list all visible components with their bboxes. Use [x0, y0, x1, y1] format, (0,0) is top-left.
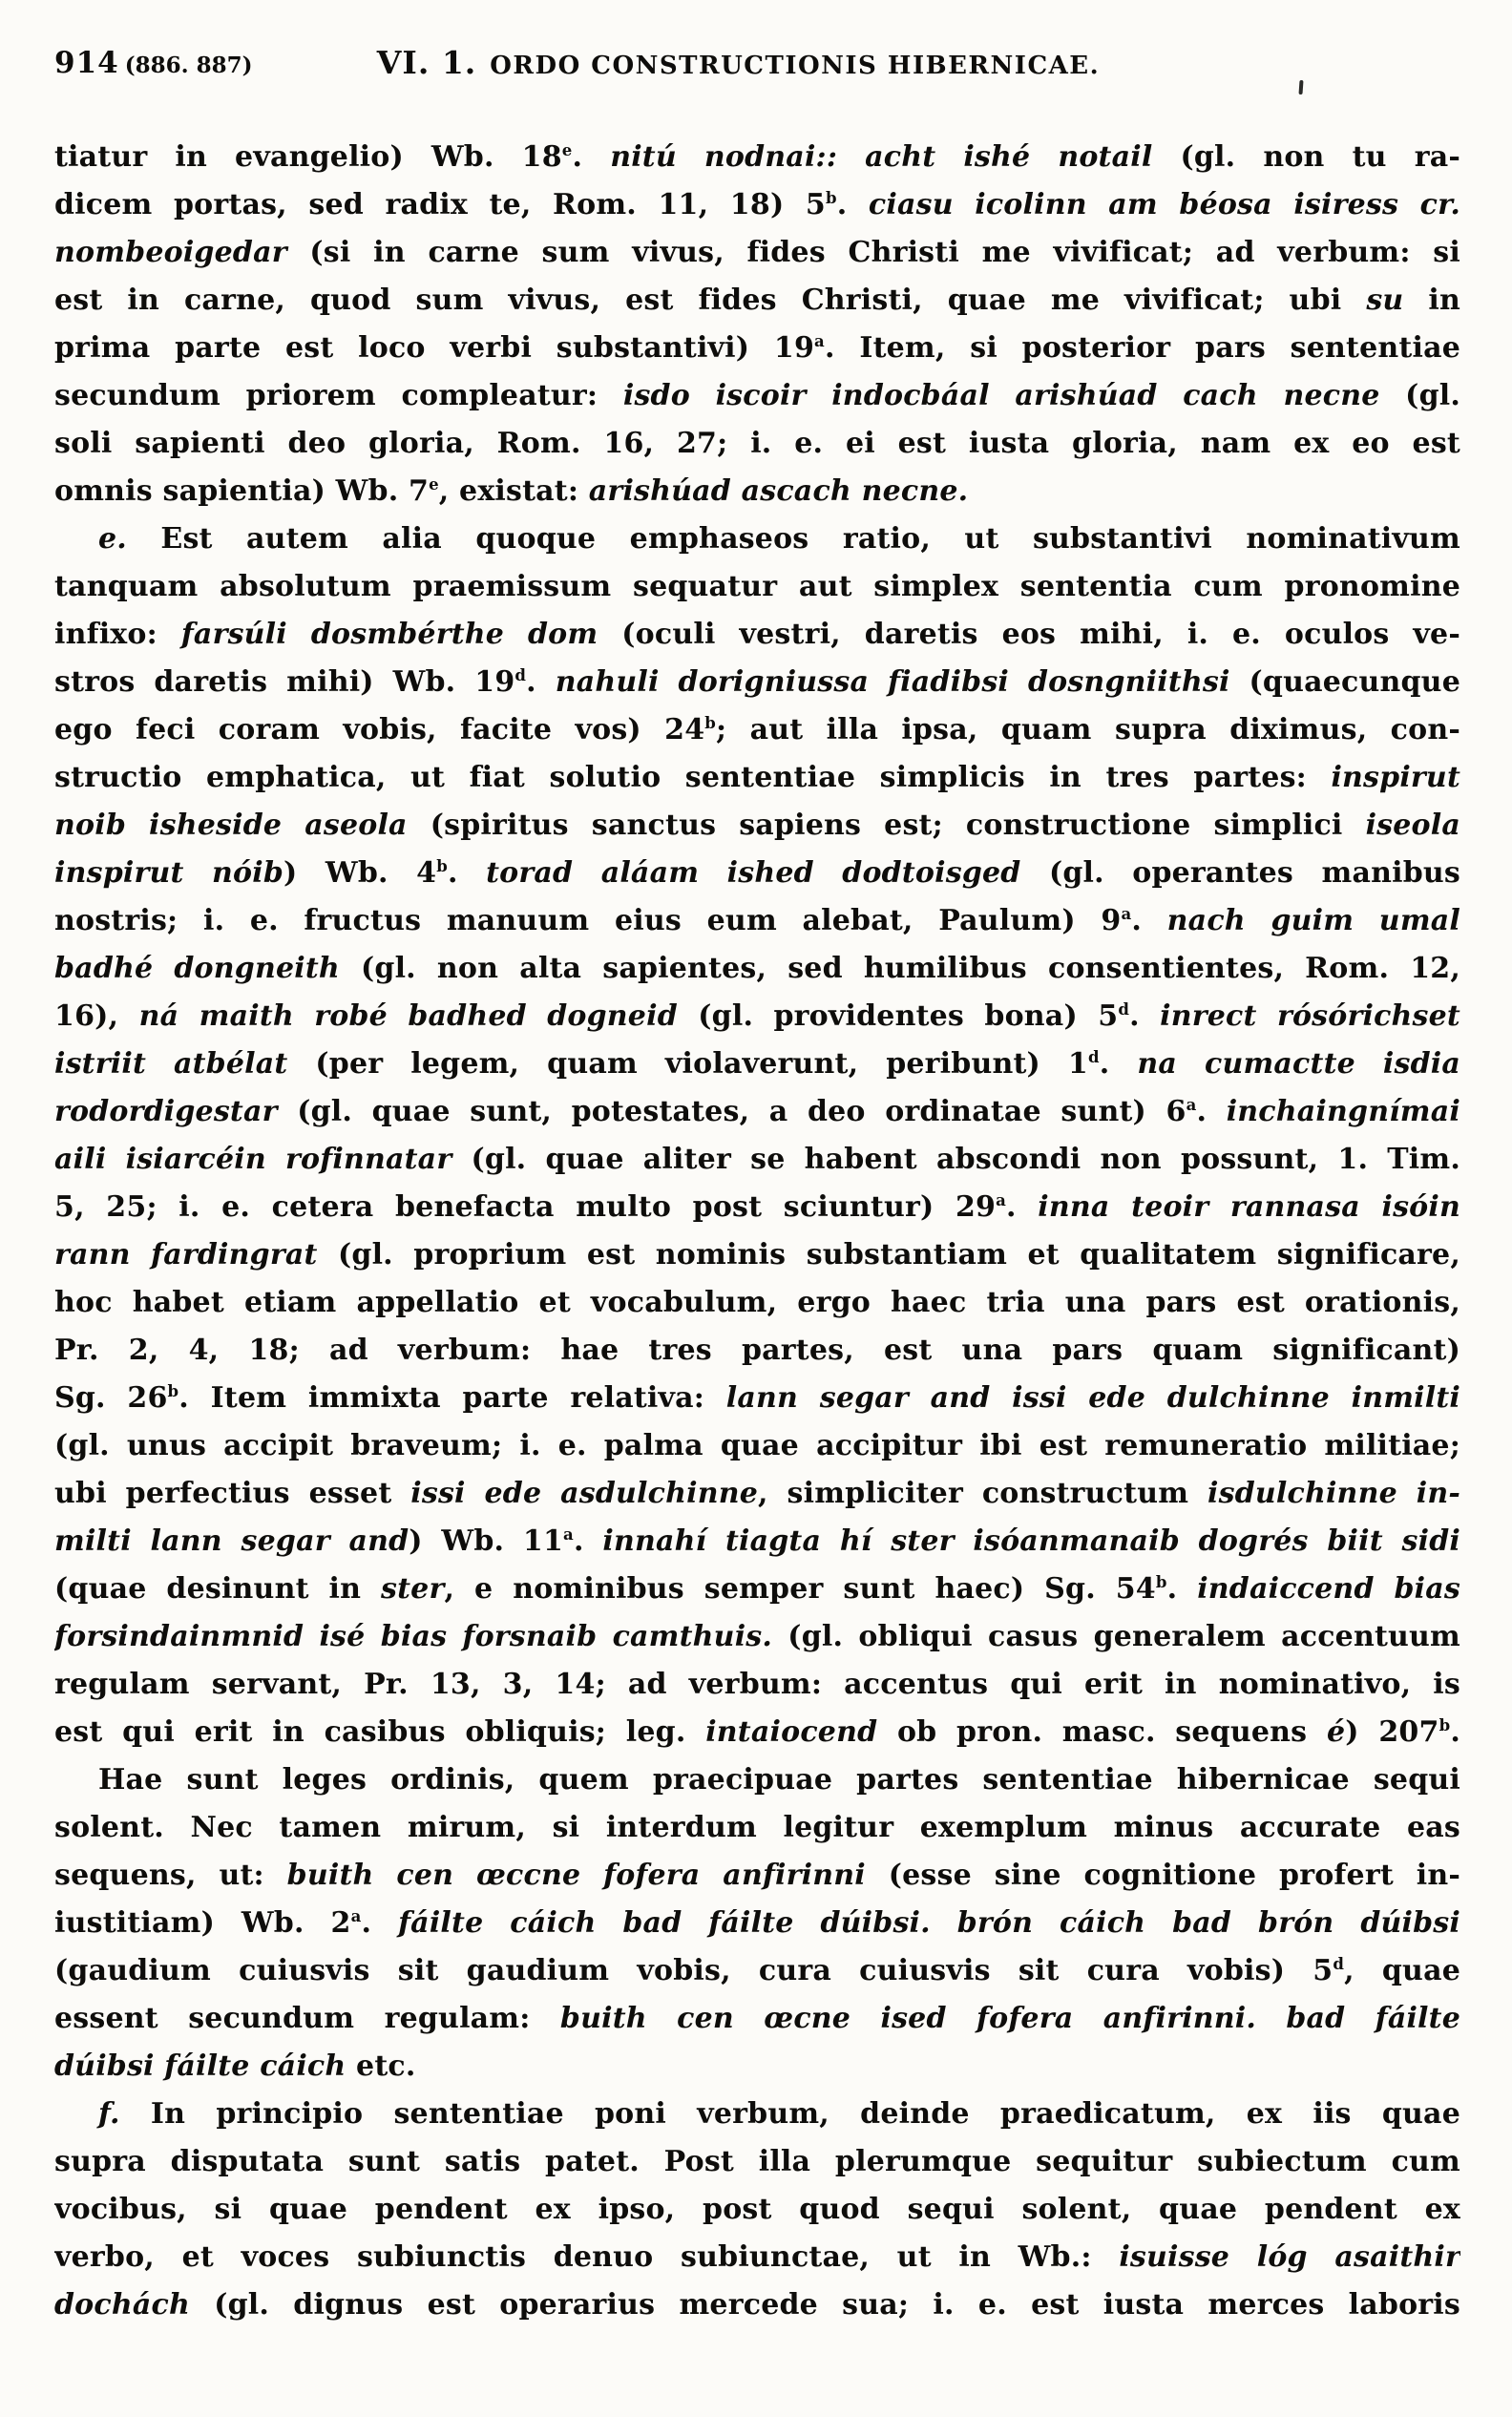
text-line: [54, 2234, 1460, 2281]
text-segment: 16),: [54, 999, 139, 1033]
irish-phrase: rann fardingrat: [54, 1238, 318, 1272]
text-line: [54, 515, 1460, 563]
text-segment: (gl. non tu ra-: [1152, 140, 1460, 174]
text-line: [54, 2281, 1460, 2329]
text-line: [54, 134, 1460, 181]
text-segment: (quae desinunt in: [54, 1572, 382, 1606]
citation-superscript: e: [429, 475, 439, 494]
irish-phrase: buith cen œcne ised fofera anfirinni. bad fáilte: [559, 2002, 1460, 2035]
citation-superscript: b: [704, 714, 717, 732]
text-segment: .: [1450, 1715, 1460, 1749]
citation-superscript: b: [1438, 1716, 1451, 1734]
citation-superscript: b: [167, 1382, 179, 1400]
text-segment: .: [836, 188, 869, 221]
irish-phrase: dochách: [54, 2288, 190, 2322]
text-line: [54, 802, 1460, 850]
text-segment: tanquam absolutum praemissum sequatur aut simplex sententia cum pronomine: [54, 570, 1460, 603]
irish-phrase: isdo iscoir indocbáal arishúad cach necne: [622, 379, 1380, 412]
irish-phrase: milti lann segar and: [54, 1524, 410, 1558]
text-line: [54, 277, 1460, 325]
text-segment: nostris; i. e. fructus manuum eius eum alebat, Paulum) 9: [54, 904, 1122, 937]
text-segment: , simpliciter constructum: [758, 1477, 1208, 1510]
text-line: [54, 229, 1460, 277]
citation-superscript: d: [1333, 1955, 1345, 1973]
text-segment: , existat:: [438, 474, 589, 508]
text-segment: .: [1131, 904, 1167, 937]
page-header: [54, 44, 1460, 92]
irish-phrase: su: [1366, 284, 1404, 317]
text-segment: ) Wb. 11: [409, 1524, 564, 1558]
text-segment: (gaudium cuiusvis sit gaudium vobis, cura cuiusvis sit cura vobis) 5: [54, 1954, 1334, 1987]
irish-phrase: noib isheside aseola: [54, 809, 408, 842]
text-segment: ubi perfectius esset: [54, 1477, 411, 1510]
text-segment: .: [1099, 1047, 1138, 1081]
text-line: [54, 420, 1460, 468]
text-line: [54, 945, 1460, 993]
citation-superscript: e: [561, 141, 573, 159]
text-segment: ob pron. masc. sequens: [877, 1715, 1327, 1749]
irish-phrase: ster: [381, 1572, 445, 1606]
text-line: [54, 1566, 1460, 1613]
citation-superscript: b: [1155, 1573, 1167, 1591]
citation-superscript: d: [514, 666, 527, 684]
irish-phrase: lann segar and issi ede dulchinne inmilti: [725, 1381, 1460, 1415]
irish-phrase: innahí tiagta hí ster isóanmanaib dogrés biit sidi: [602, 1524, 1460, 1558]
text-segment: (gl.: [1379, 379, 1460, 412]
irish-phrase: iseola: [1365, 809, 1460, 842]
text-segment: (gl. proprium est nominis substantiam et qualitatem significare,: [317, 1238, 1460, 1272]
text-segment: ) Wb. 4: [284, 856, 437, 890]
text-line: [54, 659, 1460, 706]
text-segment: solent. Nec tamen mirum, si interdum legitur exemplum minus accurate eas: [54, 1811, 1460, 1844]
citation-superscript: d: [1087, 1048, 1100, 1066]
text-segment: iustitiam) Wb. 2: [54, 1906, 351, 1940]
text-segment: In principio sententiae poni verbum, deinde praedicatum, ex iis quae: [119, 2097, 1460, 2131]
irish-phrase: issi ede asdulchinne: [410, 1477, 759, 1510]
text-line: [54, 2138, 1460, 2186]
text-line: [54, 1852, 1460, 1900]
text-segment: .: [1129, 999, 1161, 1033]
irish-phrase: inchaingnímai: [1226, 1095, 1460, 1128]
text-segment: .: [1196, 1095, 1227, 1128]
text-segment: hoc habet etiam appellatio et vocabulum, ergo haec tria una pars est orationis,: [54, 1286, 1460, 1319]
text-segment: Hae sunt leges ordinis, quem praecipuae partes sententiae hibernicae sequi: [98, 1763, 1460, 1797]
text-segment: (oculi vestri, daretis eos mihi, i. e. oculos ve-: [598, 618, 1460, 651]
text-segment: .: [572, 140, 611, 174]
page-number: 914: [54, 46, 119, 80]
text-segment: infixo:: [54, 618, 181, 651]
text-segment: ego feci coram vobis, facite vos) 24: [54, 713, 705, 746]
irish-phrase: ná maith robé badhed dogneid: [138, 999, 678, 1033]
text-line: [54, 2186, 1460, 2234]
text-line: [54, 1327, 1460, 1375]
text-segment: .: [447, 856, 487, 890]
citation-superscript: a: [350, 1907, 362, 1925]
citation-superscript: a: [1121, 905, 1132, 923]
irish-phrase: istriit atbélat: [54, 1047, 288, 1081]
text-segment: secundum priorem compleatur:: [54, 379, 623, 412]
irish-phrase: nach guim umal: [1166, 904, 1460, 937]
text-segment: (gl. dignus est operarius mercede sua; i. e. est iusta merces laboris: [189, 2288, 1460, 2322]
text-segment: est qui erit in casibus obliquis; leg.: [54, 1715, 706, 1749]
text-segment: (gl. providentes bona) 5: [677, 999, 1119, 1033]
irish-phrase: intaiocend: [705, 1715, 878, 1749]
citation-superscript: d: [1118, 1000, 1130, 1019]
text-segment: ) 207: [1345, 1715, 1439, 1749]
irish-phrase: ciasu icolinn am béosa isiress cr.: [868, 188, 1460, 221]
text-line: [54, 706, 1460, 754]
text-segment: est in carne, quod sum vivus, est fides Christi, quae me vivificat; ubi: [54, 284, 1367, 317]
text-segment: (gl. quae aliter se habent abscondi non possunt, 1. Tim.: [452, 1143, 1460, 1176]
text-block: [54, 134, 1460, 2329]
citation-superscript: b: [436, 857, 448, 875]
running-title: [54, 44, 1422, 81]
text-segment: , e nominibus semper sunt haec) Sg. 54: [444, 1572, 1156, 1606]
citation-superscript: a: [996, 1191, 1007, 1209]
irish-phrase: é: [1326, 1715, 1346, 1749]
text-line: [54, 1470, 1460, 1518]
text-line: [54, 1279, 1460, 1327]
text-line: [54, 1422, 1460, 1470]
text-segment: etc.: [346, 2049, 416, 2083]
text-line: [54, 2043, 1460, 2091]
text-line: [54, 993, 1460, 1040]
text-line: [54, 372, 1460, 420]
irish-phrase: isdulchinne in-: [1208, 1477, 1460, 1510]
text-segment: (per legem, quam violaverunt, peribunt) 1: [287, 1047, 1088, 1081]
text-line: [54, 1184, 1460, 1231]
text-line: [54, 1995, 1460, 2043]
text-line: [54, 1804, 1460, 1852]
irish-phrase: inspirut: [1331, 761, 1460, 794]
citation-superscript: a: [1186, 1096, 1197, 1114]
citation-superscript: a: [563, 1525, 574, 1544]
text-line: [54, 1613, 1460, 1661]
text-segment: (esse sine cognitione profert in-: [865, 1859, 1460, 1892]
text-line: [54, 1136, 1460, 1184]
text-segment: .: [361, 1906, 399, 1940]
irish-phrase: rodordigestar: [54, 1095, 278, 1128]
irish-phrase: badhé dongneith: [54, 952, 340, 985]
irish-phrase: forsindainmnid isé bias forsnaib camthuis.: [54, 1620, 773, 1653]
irish-phrase: dúibsi fáilte cáich: [54, 2049, 346, 2083]
irish-phrase: na cumactte isdia: [1137, 1047, 1460, 1081]
text-segment: supra disputata sunt satis patet. Post illa plerumque sequitur subiectum cum: [54, 2145, 1460, 2178]
text-segment: (gl. obliqui casus generalem accentuum: [772, 1620, 1460, 1653]
text-segment: .: [573, 1524, 603, 1558]
text-line: [54, 1040, 1460, 1088]
text-segment: 5, 25; i. e. cetera benefacta multo post sciuntur) 29: [54, 1190, 997, 1224]
text-segment: . Item, si posterior pars sententiae: [824, 331, 1460, 365]
text-segment: .: [526, 665, 556, 699]
citation-superscript: a: [814, 332, 825, 350]
text-segment: tiatur in evangelio) Wb. 18: [54, 140, 562, 174]
irish-phrase: inna teoir rannasa isóin: [1038, 1190, 1460, 1224]
text-line: [54, 611, 1460, 659]
text-segment: Pr. 2, 4, 18; ad verbum: hae tres partes, est una pars quam significant): [54, 1334, 1460, 1367]
running-title-text: ORDO CONSTRUCTIONIS HIBERNICAE.: [490, 52, 1101, 80]
irish-phrase: buith cen œccne fofera anfirinni: [286, 1859, 866, 1892]
text-segment: (gl. unus accipit braveum; i. e. palma quae accipitur ibi est remuneratio militiae;: [54, 1429, 1460, 1462]
irish-phrase: aili isiarcéin rofinnatar: [54, 1143, 452, 1176]
scan-artifact: [1298, 80, 1303, 95]
text-line: [54, 468, 1460, 515]
text-segment: essent secundum regulam:: [54, 2002, 560, 2035]
text-segment: regulam servant, Pr. 13, 3, 14; ad verbum: accentus qui erit in nominativo, is: [54, 1668, 1460, 1701]
citation-superscript: b: [825, 189, 837, 207]
irish-phrase: arishúad ascach necne.: [588, 474, 969, 508]
text-segment: omnis sapientia) Wb. 7: [54, 474, 430, 508]
text-line: [54, 1518, 1460, 1566]
text-line: [54, 1947, 1460, 1995]
text-segment: Sg. 26: [54, 1381, 168, 1415]
text-segment: (quaecunque: [1229, 665, 1460, 699]
text-segment: (spiritus sanctus sapiens est; constructione simplici: [407, 809, 1366, 842]
text-line: [54, 563, 1460, 611]
irish-phrase: e.: [98, 522, 127, 556]
text-segment: dicem portas, sed radix te, Rom. 11, 18) 5: [54, 188, 826, 221]
text-segment: prima parte est loco verbi substantivi) 19: [54, 331, 815, 365]
text-segment: (si in carne sum vivus, fides Christi me vivificat; ad verbum: si: [286, 236, 1460, 269]
text-segment: in: [1403, 284, 1460, 317]
text-line: [54, 1756, 1460, 1804]
text-segment: ; aut illa ipsa, quam supra diximus, con-: [716, 713, 1460, 746]
irish-phrase: nitú nodnai:: acht ishé notail: [610, 140, 1153, 174]
text-line: [54, 181, 1460, 229]
irish-phrase: nombeoigedar: [54, 236, 287, 269]
text-line: [54, 1375, 1460, 1422]
irish-phrase: fáilte cáich bad fáilte dúibsi. brón cáich bad brón dúibsi: [398, 1906, 1460, 1940]
text-line: [54, 754, 1460, 802]
text-segment: vocibus, si quae pendent ex ipso, post quod sequi solent, quae pendent ex: [54, 2193, 1460, 2226]
text-segment: , quae: [1344, 1954, 1460, 1987]
text-segment: . Item immixta parte relativa:: [178, 1381, 726, 1415]
text-line: [54, 850, 1460, 897]
text-segment: soli sapienti deo gloria, Rom. 16, 27; i. e. ei est iusta gloria, nam ex eo est: [54, 427, 1460, 460]
text-line: [54, 1088, 1460, 1136]
text-line: [54, 1661, 1460, 1709]
irish-phrase: indaiccend bias: [1197, 1572, 1460, 1606]
text-line: [54, 1900, 1460, 1947]
text-line: [54, 325, 1460, 372]
text-segment: Est autem alia quoque emphaseos ratio, ut substantivi nominativum: [126, 522, 1460, 556]
text-segment: structio emphatica, ut fiat solutio sententiae simplicis in tres partes:: [54, 761, 1332, 794]
text-segment: sequens, ut:: [54, 1859, 287, 1892]
text-segment: .: [1166, 1572, 1198, 1606]
text-line: [54, 1709, 1460, 1756]
irish-phrase: torad aláam ished dodtoisged: [486, 856, 1021, 890]
text-segment: (gl. operantes manibus: [1020, 856, 1460, 890]
chapter-number: VI. 1.: [376, 44, 477, 81]
text-segment: verbo, et voces subiunctis denuo subiunctae, ut in Wb.:: [54, 2240, 1120, 2274]
text-line: [54, 2091, 1460, 2138]
text-segment: stros daretis mihi) Wb. 19: [54, 665, 515, 699]
text-line: [54, 1231, 1460, 1279]
text-segment: .: [1006, 1190, 1039, 1224]
irish-phrase: isuisse lóg asaithir: [1119, 2240, 1460, 2274]
folio-number: (886. 887): [124, 53, 253, 78]
text-segment: (gl. quae sunt, potestates, a deo ordinatae sunt) 6: [277, 1095, 1186, 1128]
irish-phrase: inspirut nóib: [54, 856, 284, 890]
text-line: [54, 897, 1460, 945]
irish-phrase: farsúli dosmbérthe dom: [180, 618, 598, 651]
irish-phrase: nahuli dorigniussa fiadibsi dosngniithsi: [555, 665, 1230, 699]
irish-phrase: inrect rósórichset: [1160, 999, 1460, 1033]
irish-phrase: f.: [98, 2097, 120, 2131]
text-segment: (gl. non alta sapientes, sed humilibus consentientes, Rom. 12,: [339, 952, 1460, 985]
